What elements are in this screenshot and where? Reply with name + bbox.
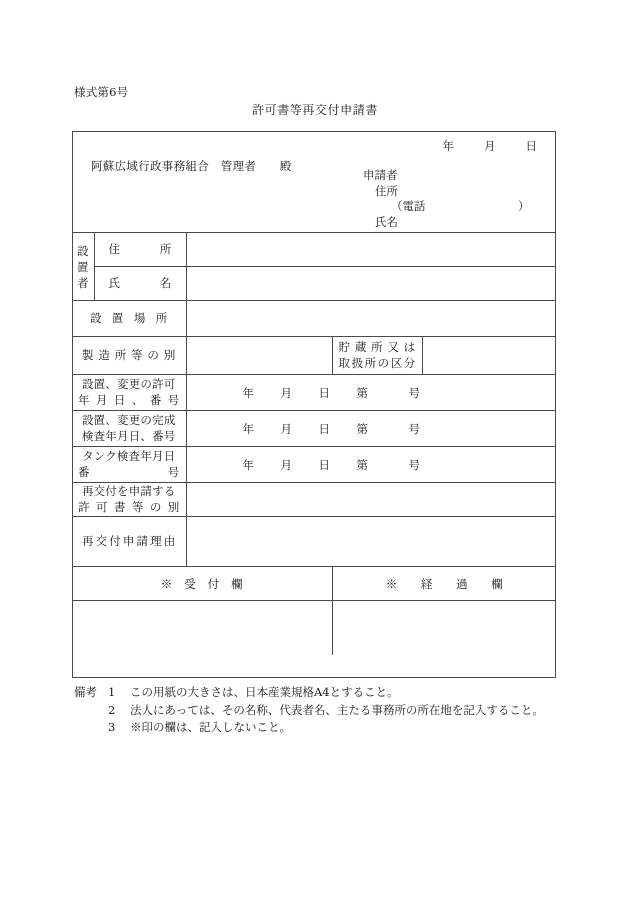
- table-row: [72, 601, 556, 655]
- number-prefix-label: 第: [356, 385, 369, 400]
- remarks-item-2: [74, 702, 574, 720]
- day-label: 日: [318, 457, 331, 472]
- number-prefix-label: 第: [356, 457, 369, 472]
- remarks-item-3-text: ※印の欄は、記入しないこと。: [130, 720, 291, 734]
- completion-date-number-placeholders: [187, 421, 557, 437]
- completion-date-number-value[interactable]: [186, 411, 556, 447]
- remarks-item-1: [74, 684, 574, 702]
- tank-date-number-value[interactable]: [186, 447, 556, 483]
- progress-box[interactable]: [332, 601, 556, 655]
- year-label: 年: [242, 421, 255, 436]
- table-row: [72, 375, 556, 411]
- facility-type-label: 製造所等の別: [72, 337, 186, 375]
- submission-date-line: [443, 138, 538, 154]
- applicant-telephone-close: ）: [518, 199, 530, 213]
- table-row: [72, 301, 556, 337]
- installer-address-value[interactable]: [186, 233, 556, 267]
- remarks-item-3-number: 3: [108, 720, 116, 734]
- table-row: [72, 233, 556, 267]
- remarks-section: [74, 684, 574, 737]
- installer-group-char-1: 設: [77, 243, 89, 258]
- receipt-box[interactable]: [72, 601, 332, 655]
- permit-date-label: 設置、変更の許可 年月日、番号: [72, 375, 186, 411]
- year-label: 年: [242, 385, 255, 400]
- reissue-document-type-value[interactable]: [186, 483, 556, 517]
- applicant-telephone-label: （電話: [391, 199, 426, 213]
- remarks-item-1-number: 1: [108, 685, 116, 699]
- table-row: [72, 447, 556, 483]
- applicant-telephone-field: [363, 199, 530, 215]
- reissue-reason-label: 再交付申請理由: [72, 517, 186, 567]
- installer-name-label: 氏名: [94, 267, 186, 301]
- number-suffix-label: 号: [408, 385, 421, 400]
- applicant-label: 申請者: [363, 168, 398, 182]
- installer-address-label: 住所: [94, 233, 186, 267]
- remarks-heading: 備考: [74, 685, 97, 699]
- remarks-item-2-number: 2: [108, 702, 116, 717]
- permit-date-number-placeholders: [187, 385, 557, 401]
- date-day-label: 日: [525, 139, 537, 153]
- addressee-line: 阿蘇広域行政事務組合 管理者 殿: [91, 159, 292, 173]
- form-number: 様式第6号: [74, 85, 129, 99]
- day-label: 日: [318, 421, 331, 436]
- table-row: [72, 411, 556, 447]
- installer-group-char-2: 置: [77, 259, 89, 274]
- receipt-column-header: ※ 受 付 欄: [72, 567, 332, 601]
- tank-inspection-label: タンク検査年月日 番号: [72, 447, 186, 483]
- tank-date-number-placeholders: [187, 457, 557, 473]
- table-row: [72, 267, 556, 301]
- date-month-label: 月: [484, 139, 496, 153]
- month-label: 月: [280, 385, 293, 400]
- table-row: [72, 337, 556, 375]
- number-suffix-label: 号: [408, 457, 421, 472]
- year-label: 年: [242, 457, 255, 472]
- installation-location-label: 設置場所: [72, 301, 186, 337]
- storage-division-label: [332, 337, 422, 375]
- table-row: [72, 517, 556, 567]
- applicant-block: [363, 168, 530, 230]
- form-table: [72, 232, 556, 655]
- progress-column-header: ※ 経 過 欄: [332, 567, 556, 601]
- month-label: 月: [280, 421, 293, 436]
- form-frame: [72, 131, 556, 678]
- applicant-name-label: 氏名: [375, 214, 398, 229]
- number-prefix-label: 第: [356, 421, 369, 436]
- remarks-item-3: [74, 719, 574, 737]
- header-block: [73, 132, 555, 232]
- remarks-item-1-text: この用紙の大きさは、日本産業規格A4とすること。: [130, 685, 399, 699]
- applicant-address-label: 住所: [375, 183, 398, 198]
- reissue-reason-value[interactable]: [186, 517, 556, 567]
- date-year-label: 年: [442, 139, 454, 153]
- storage-division-value[interactable]: [422, 337, 556, 375]
- day-label: 日: [318, 385, 331, 400]
- installation-location-value[interactable]: [186, 301, 556, 337]
- installer-group-char-3: 者: [77, 275, 89, 290]
- page-title: 許可書等再交付申請書: [251, 103, 378, 117]
- table-row: [72, 483, 556, 517]
- facility-type-value[interactable]: [186, 337, 332, 375]
- completion-inspection-label: 設置、変更の完成 検査年月日、番号: [72, 411, 186, 447]
- reissue-document-type-label: 再交付を申請する 許可書等の別: [72, 483, 186, 517]
- permit-date-number-value[interactable]: [186, 375, 556, 411]
- storage-division-label-lines: 貯蔵所又は 取扱所の区分: [338, 340, 416, 370]
- month-label: 月: [280, 457, 293, 472]
- installer-name-value[interactable]: [186, 267, 556, 301]
- table-row: [72, 567, 556, 601]
- number-suffix-label: 号: [408, 421, 421, 436]
- installer-group-label: [72, 233, 94, 301]
- remarks-item-2-text: 法人にあっては、その名称、代表者名、主たる事務所の所在地を記入すること。: [130, 702, 544, 717]
